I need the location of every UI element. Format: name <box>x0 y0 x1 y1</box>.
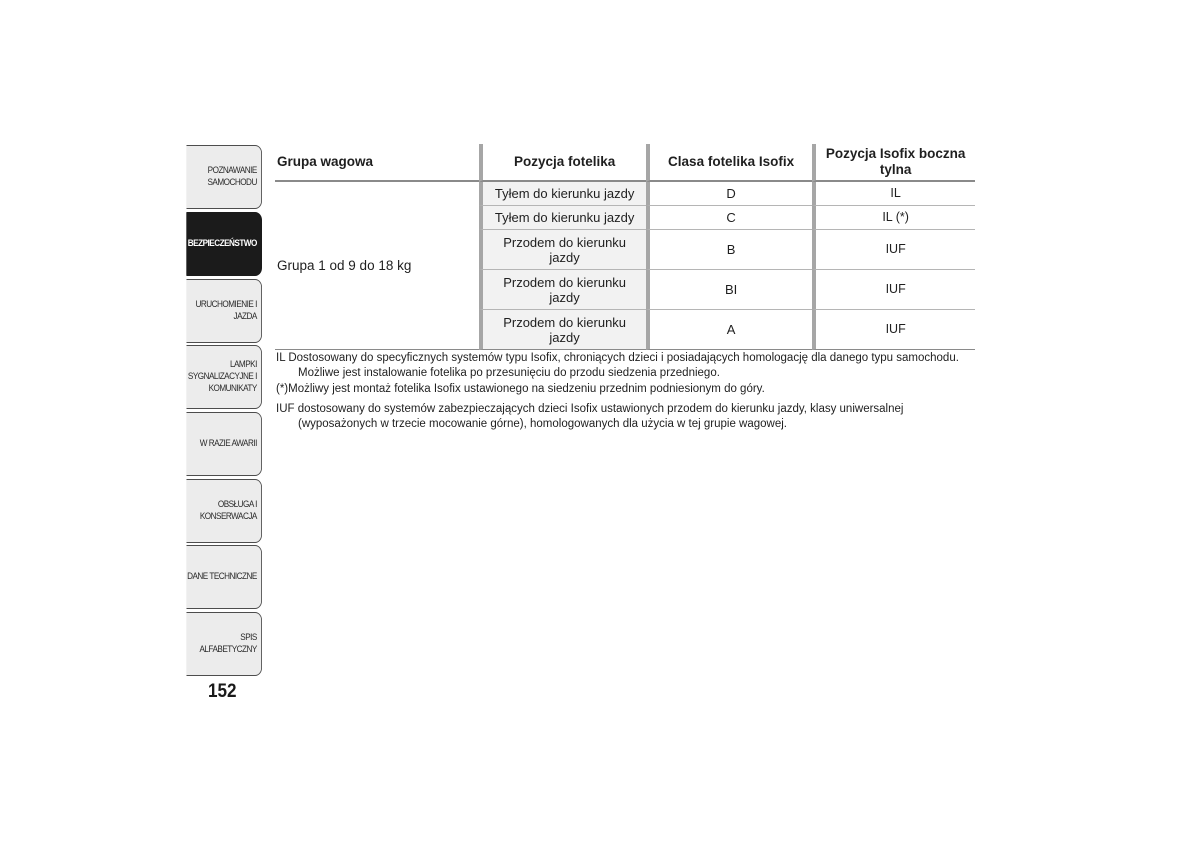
tab-poznawanie-samochodu[interactable] <box>186 145 262 209</box>
class-cell: D <box>646 182 812 206</box>
header-position: Pozycja fotelika <box>479 144 646 182</box>
tab-label: POZNAWANIE SAMOCHODU <box>207 165 257 188</box>
isofix-table-container <box>275 144 975 350</box>
position-cell: Tyłem do kierunku jazdy <box>479 206 646 230</box>
position-cell: Przodem do kierunku jazdy <box>479 270 646 310</box>
table-header-row <box>275 144 975 182</box>
isofix-cell: IUF <box>812 270 975 310</box>
group-cell: Grupa 1 od 9 do 18 kg <box>275 182 479 350</box>
tab-label: OBSŁUGA I KONSERWACJA <box>199 499 257 522</box>
header-class: Clasa fotelika Isofix <box>646 144 812 182</box>
position-cell: Przodem do kierunku jazdy <box>479 230 646 270</box>
tab-uruchomienie-i-jazda[interactable] <box>186 279 262 343</box>
page-number: 152 <box>208 681 237 702</box>
isofix-table <box>275 144 975 350</box>
note-iuf: IUF dostosowany do systemów zabezpieczających dzieci Isofix ustawionych przodem do kierunku jazdy, klasy uniwersalnej (wyposażonych w trzecie mocowanie górne), homologowanych dla użycia w tej grupie wagowej. <box>276 403 904 430</box>
tab-dane-techniczne[interactable] <box>186 545 262 609</box>
isofix-cell: IL <box>812 182 975 206</box>
isofix-cell: IUF <box>812 310 975 350</box>
tab-label: DANE TECHNICZNE <box>187 571 257 582</box>
tab-w-razie-awarii[interactable] <box>186 412 262 476</box>
class-cell: B <box>646 230 812 270</box>
tab-obsluga-i-konserwacja[interactable] <box>186 479 262 543</box>
tab-label: LAMPKI SYGNALIZACYJNE I KOMUNIKATY <box>187 359 257 394</box>
tab-bezpieczenstwo[interactable] <box>186 212 262 276</box>
position-cell: Tyłem do kierunku jazdy <box>479 182 646 206</box>
tab-label: URUCHOMIENIE I JAZDA <box>195 299 257 322</box>
table-row <box>275 182 975 206</box>
class-cell: A <box>646 310 812 350</box>
tab-lampki-sygnalizacyjne[interactable] <box>186 345 262 409</box>
class-cell: BI <box>646 270 812 310</box>
tab-label: BEZPIECZEŃSTWO <box>187 238 257 249</box>
tab-spis-alfabetyczny[interactable] <box>186 612 262 676</box>
position-cell: Przodem do kierunku jazdy <box>479 310 646 350</box>
tab-label: SPIS ALFABETYCZNY <box>199 632 257 655</box>
header-isofix-side: Pozycja Isofix boczna tylna <box>812 144 975 182</box>
isofix-cell: IL (*) <box>812 206 975 230</box>
class-cell: C <box>646 206 812 230</box>
tab-label: W RAZIE AWARII <box>199 438 257 449</box>
note-il: IL Dostosowany do specyficznych systemów typu Isofix, chroniących dzieci i posiadających homologację dla danego typu samochodu. Możliwe jest instalowanie fotelika po przesunięciu do przodu siedzenia przedniego. <box>276 352 959 379</box>
note-asterisk: (*)Możliwy jest montaż fotelika Isofix ustawionego na siedzeniu przednim podniesionym do góry. <box>276 383 765 395</box>
isofix-cell: IUF <box>812 230 975 270</box>
table-notes <box>276 351 981 432</box>
header-group: Grupa wagowa <box>275 144 479 182</box>
